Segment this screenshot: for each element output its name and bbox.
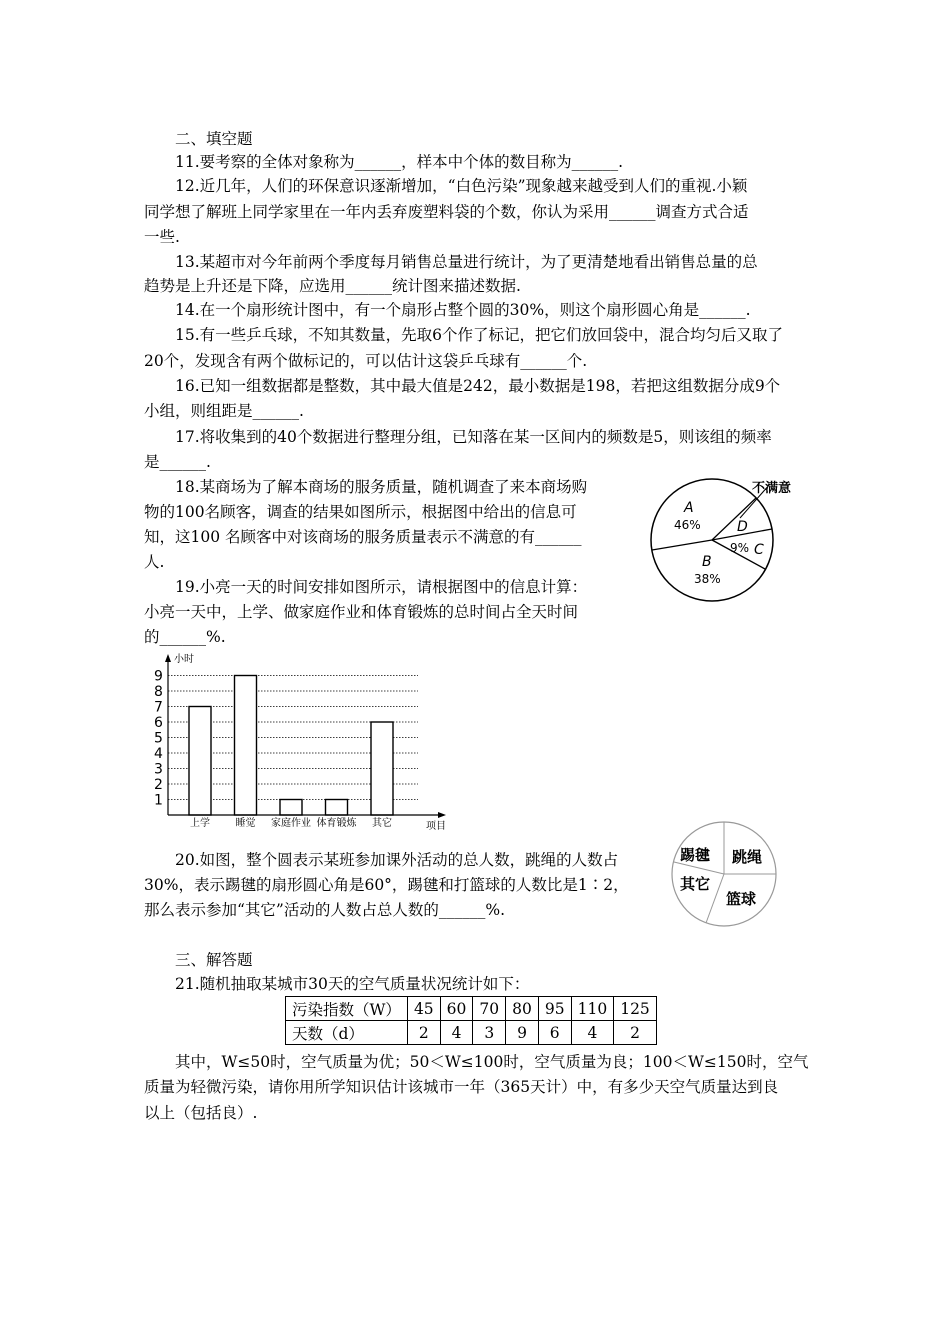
section-title-answer: 三、解答题 bbox=[175, 951, 253, 969]
pie-label-c: C bbox=[754, 542, 764, 558]
x-tick-label: 睡觉 bbox=[235, 818, 256, 829]
question-20-line-1: 20.如图，整个圆表示某班参加课外活动的总人数，跳绳的人数占 bbox=[175, 851, 619, 869]
question-16-line-1: 16.已知一组数据都是整数，其中最大值是242，最小数据是198，若把这组数据分成9个 bbox=[175, 377, 781, 395]
y-axis-arrow bbox=[165, 654, 171, 662]
activity-pie-chart bbox=[668, 818, 780, 930]
question-12-line-1: 12.近几年，人们的环保意识逐渐增加，“白色污染”现象越来越受到人们的重视.小颖 bbox=[175, 177, 748, 195]
section-title-fill-blank: 二、填空题 bbox=[175, 130, 253, 148]
table-cell: 70 bbox=[473, 997, 506, 1021]
question-16-line-2: 小组，则组距是______. bbox=[144, 402, 304, 420]
table-header-cell: 天数（d） bbox=[286, 1021, 408, 1045]
y-axis-label: 小时 bbox=[174, 654, 194, 665]
question-14: 14.在一个扇形统计图中，有一个扇形占整个圆的30%，则这个扇形圆心角是______. bbox=[175, 301, 751, 319]
pie-pct-c: 9% bbox=[730, 541, 750, 555]
table-cell: 2 bbox=[614, 1021, 657, 1045]
question-17-line-1: 17.将收集到的40个数据进行整理分组，已知落在某一区间内的频数是5，则该组的频率 bbox=[175, 428, 772, 446]
question-21-condition-line-1: 其中，W≤50时，空气质量为优；50＜W≤100时，空气质量为良；100＜W≤150时，空气 bbox=[175, 1053, 809, 1071]
table-header-cell: 污染指数（W） bbox=[286, 997, 408, 1021]
pie-divider-ab bbox=[652, 540, 712, 550]
bar-4 bbox=[326, 800, 348, 816]
activity-label-lanqiu: 篮球 bbox=[726, 890, 757, 908]
table-cell: 4 bbox=[440, 1021, 473, 1045]
table-row bbox=[286, 997, 657, 1021]
question-18-line-4: 人. bbox=[144, 553, 165, 571]
y-tick-label: 1 bbox=[154, 792, 163, 809]
table-cell: 2 bbox=[407, 1021, 440, 1045]
table-cell: 3 bbox=[473, 1021, 506, 1045]
pie-label-a: A bbox=[684, 500, 694, 516]
y-tick-label: 5 bbox=[154, 730, 163, 747]
satisfaction-pie-chart bbox=[640, 474, 830, 604]
question-12-line-2: 同学想了解班上同学家里在一年内丢弃废塑料袋的个数，你认为采用______调查方式合适 bbox=[144, 203, 749, 221]
y-tick-label: 9 bbox=[154, 668, 163, 685]
y-tick-label: 8 bbox=[154, 684, 163, 700]
air-quality-table bbox=[285, 996, 657, 1045]
question-19-line-3: 的______%. bbox=[144, 628, 226, 646]
question-13-line-1: 13.某超市对今年前两个季度每月销售总量进行统计，为了更清楚地看出销售总量的总 bbox=[175, 253, 758, 271]
x-tick-label: 家庭作业 bbox=[271, 818, 311, 829]
table-cell: 125 bbox=[614, 997, 657, 1021]
table-cell: 80 bbox=[506, 997, 539, 1021]
question-21-line-1: 21.随机抽取某城市30天的空气质量状况统计如下： bbox=[175, 975, 530, 993]
question-17-line-2: 是______. bbox=[144, 453, 211, 471]
question-12-line-3: 一些. bbox=[144, 228, 180, 246]
table-row bbox=[286, 1021, 657, 1045]
question-18-line-2: 物的100名顾客，调查的结果如图所示，根据图中给出的信息可 bbox=[144, 503, 577, 521]
question-20-line-2: 30%，表示踢毽的扇形圆心角是60°，踢毽和打篮球的人数比是1∶2， bbox=[144, 876, 629, 894]
question-15-line-2: 20个，发现含有两个做标记的，可以估计这袋乒乓球有______个. bbox=[144, 352, 588, 370]
question-19-line-2: 小亮一天中，上学、做家庭作业和体育锻炼的总时间占全天时间 bbox=[144, 603, 579, 621]
table-cell: 110 bbox=[571, 997, 614, 1021]
question-15-line-1: 15.有一些乒乓球，不知其数量，先取6个作了标记，把它们放回袋中，混合均匀后又取了 bbox=[175, 326, 784, 344]
table-cell: 6 bbox=[538, 1021, 571, 1045]
question-20-line-3: 那么表示参加“其它”活动的人数占总人数的______%. bbox=[144, 901, 506, 919]
x-tick-label: 上学 bbox=[190, 818, 210, 829]
y-tick-label: 7 bbox=[154, 699, 163, 716]
activity-label-qita: 其它 bbox=[680, 875, 711, 893]
pie-callout-title: 不满意 bbox=[752, 481, 792, 496]
daily-time-bar-chart bbox=[140, 650, 460, 835]
question-11: 11.要考察的全体对象称为______，样本中个体的数目称为______. bbox=[175, 153, 624, 171]
question-21-condition-line-3: 以上（包括良）. bbox=[144, 1104, 258, 1122]
table-cell: 60 bbox=[440, 997, 473, 1021]
y-tick-label: 2 bbox=[154, 777, 163, 793]
table-cell: 4 bbox=[571, 1021, 614, 1045]
bar-5 bbox=[371, 722, 393, 815]
question-13-line-2: 趋势是上升还是下降，应选用______统计图来描述数据. bbox=[144, 277, 521, 295]
question-19-line-1: 19.小亮一天的时间安排如图所示，请根据图中的信息计算： bbox=[175, 578, 588, 596]
question-21-condition-line-2: 质量为轻微污染，请你用所学知识估计该城市一年（365天计）中，有多少天空气质量达到良 bbox=[144, 1078, 779, 1096]
pie-label-b: B bbox=[702, 554, 712, 570]
bar-3 bbox=[280, 800, 302, 816]
question-18-line-1: 18.某商场为了解本商场的服务质量，随机调查了来本商场购 bbox=[175, 478, 588, 496]
bar-2 bbox=[235, 676, 257, 816]
y-tick-label: 4 bbox=[154, 746, 163, 762]
x-axis-arrow bbox=[438, 812, 446, 818]
bar-1 bbox=[189, 707, 211, 816]
x-axis-label: 项目 bbox=[426, 821, 446, 832]
question-18-line-3: 知，这100 名顾客中对该商场的服务质量表示不满意的有______ bbox=[144, 528, 582, 546]
table-cell: 9 bbox=[506, 1021, 539, 1045]
y-tick-label: 6 bbox=[154, 715, 163, 731]
x-tick-label: 体育锻炼 bbox=[316, 818, 357, 829]
pie-pct-a: 46% bbox=[674, 518, 701, 532]
pie-pct-b: 38% bbox=[694, 572, 721, 586]
y-tick-label: 3 bbox=[154, 761, 163, 778]
activity-label-jianzi: 踢毽 bbox=[680, 846, 711, 864]
table-cell: 95 bbox=[538, 997, 571, 1021]
pie-label-d: D bbox=[737, 519, 748, 535]
table-cell: 45 bbox=[407, 997, 440, 1021]
activity-label-tiaosheng: 跳绳 bbox=[732, 848, 763, 866]
x-tick-label: 其它 bbox=[372, 818, 392, 829]
